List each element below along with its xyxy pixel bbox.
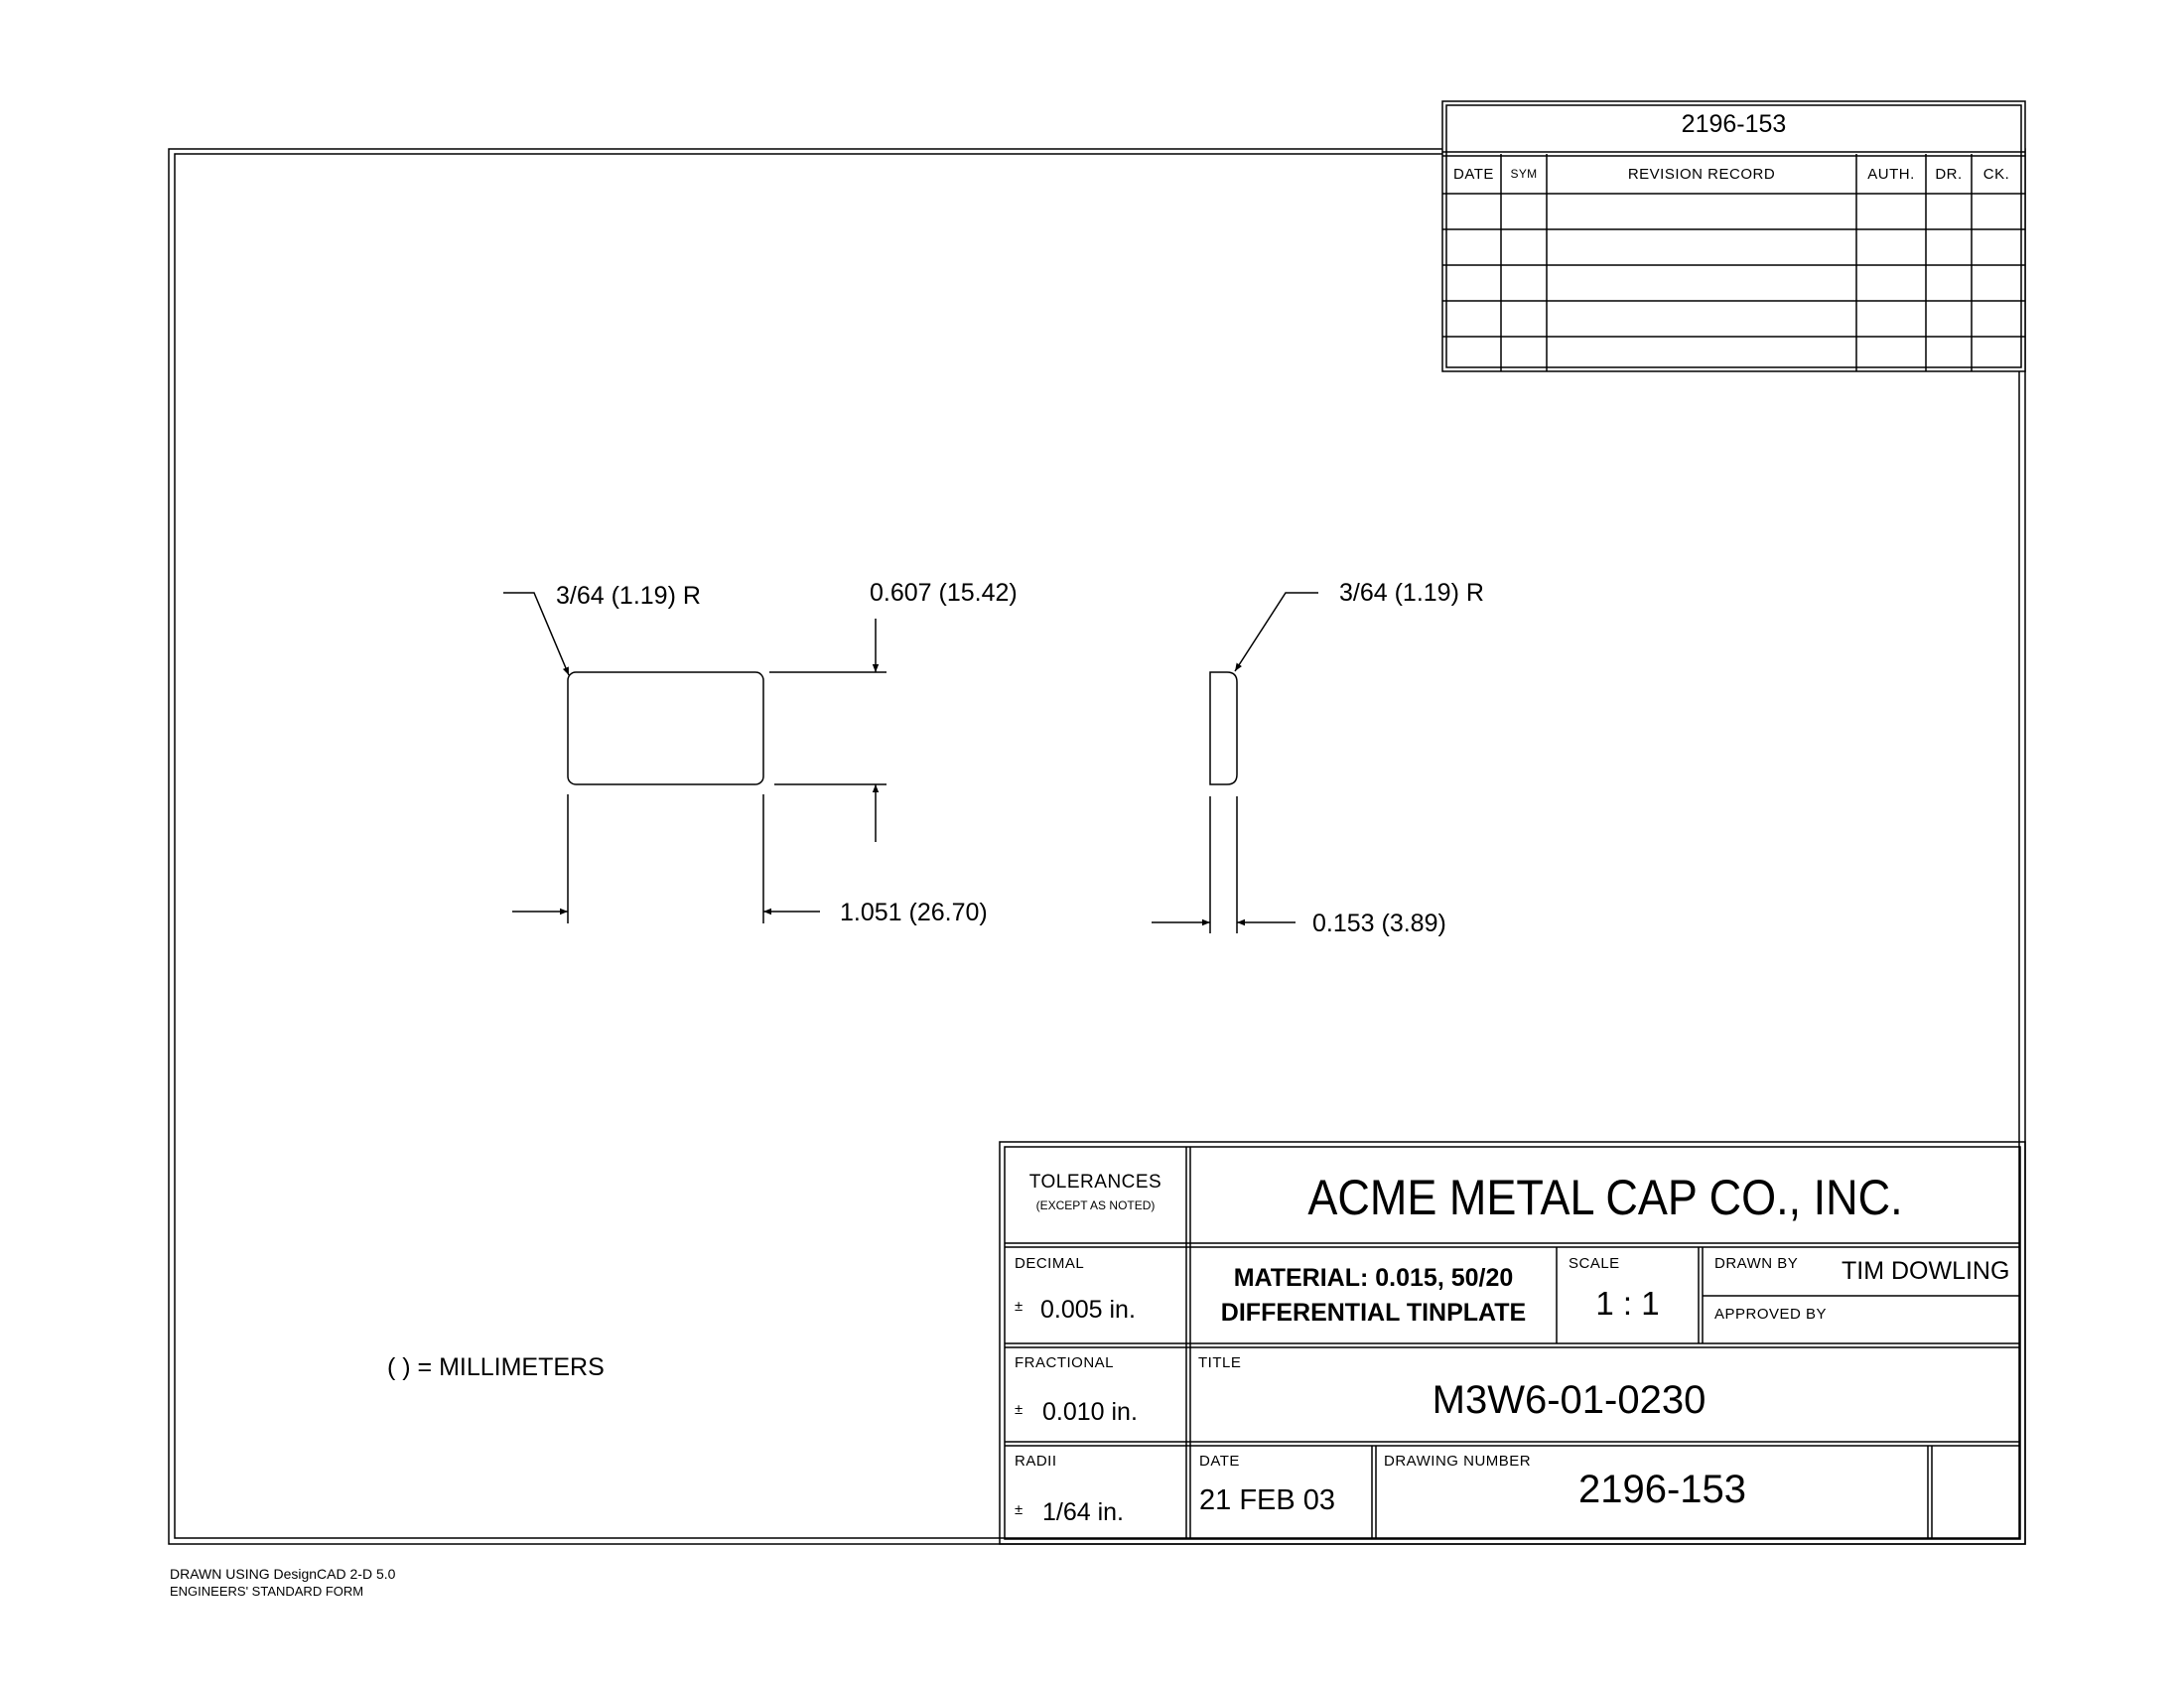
side-thickness-dimension: 0.153 (3.89) — [1312, 910, 1446, 937]
decimal-value: 0.005 in. — [1040, 1296, 1136, 1324]
revision-col-record: REVISION RECORD — [1627, 166, 1776, 183]
side-view — [1152, 593, 1318, 933]
scale-value: 1 : 1 — [1595, 1285, 1660, 1322]
approved-by-label: APPROVED BY — [1714, 1306, 1828, 1323]
front-height-dimension: 0.607 (15.42) — [870, 579, 1018, 607]
front-view — [503, 593, 887, 923]
date-label: DATE — [1199, 1453, 1240, 1470]
footer-form: ENGINEERS' STANDARD FORM — [170, 1584, 364, 1599]
drawing-number-label: DRAWING NUMBER — [1384, 1453, 1532, 1470]
tolerances-label: TOLERANCES — [1028, 1172, 1162, 1193]
side-radius-leader — [1235, 593, 1318, 671]
company-name: ACME METAL CAP CO., INC. — [1307, 1170, 1903, 1225]
revision-block-grid — [1442, 101, 2025, 371]
radii-value: 1/64 in. — [1042, 1498, 1125, 1526]
radii-plusminus: ± — [1015, 1501, 1024, 1518]
drawn-by-label: DRAWN BY — [1714, 1255, 1799, 1272]
title-label: TITLE — [1198, 1354, 1242, 1371]
decimal-plusminus: ± — [1015, 1298, 1024, 1315]
drawing-number-value: 2196-153 — [1578, 1468, 1747, 1511]
title-value: M3W6-01-0230 — [1432, 1378, 1706, 1422]
decimal-label: DECIMAL — [1015, 1255, 1085, 1272]
radii-label: RADII — [1015, 1453, 1057, 1470]
revision-col-auth: AUTH. — [1867, 166, 1915, 183]
side-radius-callout: 3/64 (1.19) R — [1339, 579, 1484, 607]
front-width-dimension: 1.051 (26.70) — [840, 899, 988, 926]
revision-block-number: 2196-153 — [1681, 110, 1787, 138]
units-note: ( ) = MILLIMETERS — [387, 1353, 605, 1381]
revision-col-ck: CK. — [1982, 166, 2010, 183]
revision-col-dr: DR. — [1935, 166, 1963, 183]
drawn-by-value: TIM DOWLING — [1842, 1257, 2010, 1285]
date-value: 21 FEB 03 — [1199, 1484, 1336, 1516]
tolerances-subtitle: (EXCEPT AS NOTED) — [1035, 1198, 1156, 1212]
scale-label: SCALE — [1569, 1255, 1620, 1272]
fractional-label: FRACTIONAL — [1015, 1354, 1115, 1371]
side-view-outline — [1210, 672, 1237, 784]
front-view-outline — [568, 672, 763, 784]
material-line-2: DIFFERENTIAL TINPLATE — [1220, 1299, 1527, 1327]
revision-col-date: DATE — [1453, 166, 1494, 183]
material-line-1: MATERIAL: 0.015, 50/20 — [1233, 1264, 1514, 1292]
revision-col-sym: SYM — [1510, 167, 1538, 181]
footer-software: DRAWN USING DesignCAD 2-D 5.0 — [170, 1566, 396, 1582]
fractional-plusminus: ± — [1015, 1401, 1024, 1418]
fractional-value: 0.010 in. — [1042, 1398, 1138, 1426]
front-radius-callout: 3/64 (1.19) R — [556, 582, 701, 610]
